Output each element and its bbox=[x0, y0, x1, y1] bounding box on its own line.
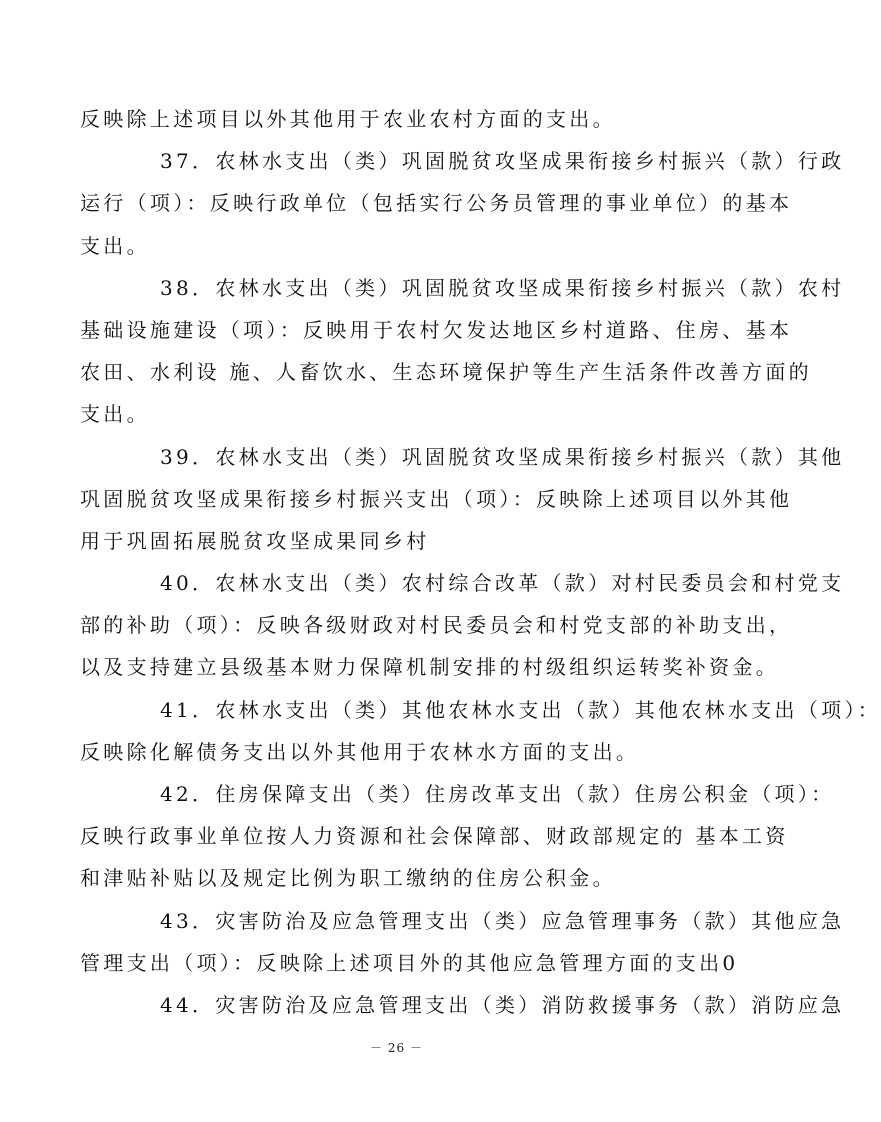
body-text bbox=[80, 98, 881, 1026]
text-line: 管理支出（项）：反映除上述项目外的其他应急管理方面的支出0 bbox=[80, 950, 739, 975]
page-number: － 26 － bbox=[370, 1041, 423, 1055]
text-line: 运行（项）：反映行政单位（包括实行公务员管理的事业单位）的基本 bbox=[80, 191, 793, 216]
item-37-heading-line: 37．农林水支出（类）巩固脱贫攻坚成果衔接乡村振兴（款）行政 bbox=[160, 149, 845, 174]
text-line: 反映除上述项目以外其他用于农业农村方面的支出。 bbox=[80, 107, 616, 131]
text-line: 用于巩固拓展脱贫攻坚成果同乡村 bbox=[80, 528, 430, 553]
item-43-heading-line: 43．灾害防治及应急管理支出（类）应急管理事务（款）其他应急 bbox=[160, 908, 845, 933]
text-line: 支出。 bbox=[80, 402, 150, 427]
item-41-heading-line: 41．农林水支出（类）其他农林水支出（款）其他农林水支出（项）： bbox=[160, 697, 881, 722]
text-line: 部的补助（项）：反映各级财政对村民委员会和村党支部的补助支出， bbox=[80, 613, 793, 638]
text-line: 反映行政事业单位按人力资源和社会保障部、财政部规定的 基本工资 bbox=[80, 824, 789, 849]
item-40-heading-line: 40．农林水支出（类）农村综合改革（款）对村民委员会和村党支 bbox=[160, 571, 845, 596]
text-line: 支出。 bbox=[80, 233, 150, 258]
item-38-heading-line: 38．农林水支出（类）巩固脱贫攻坚成果衔接乡村振兴（款）农村 bbox=[160, 275, 845, 300]
item-44-heading-line: 44．灾害防治及应急管理支出（类）消防救援事务（款）消防应急 bbox=[160, 992, 845, 1017]
item-39-heading-line: 39．农林水支出（类）巩固脱贫攻坚成果衔接乡村振兴（款）其他 bbox=[160, 444, 845, 469]
text-line: 巩固脱贫攻坚成果衔接乡村振兴支出（项）：反映除上述项目以外其他 bbox=[80, 486, 793, 511]
text-line: 反映除化解债务支出以外其他用于农林水方面的支出。 bbox=[80, 739, 640, 764]
text-line: 基础设施建设（项）：反映用于农村欠发达地区乡村道路、住房、基本 bbox=[80, 317, 793, 342]
text-line: 以及支持建立县级基本财力保障机制安排的村级组织运转奖补资金。 bbox=[80, 655, 779, 680]
text-line: 农田、水利设 施、人畜饮水、生态环境保护等生产生活条件改善方面的 bbox=[80, 360, 812, 385]
text-line: 和津贴补贴以及规定比例为职工缴纳的住房公积金。 bbox=[80, 866, 616, 891]
item-42-heading-line: 42．住房保障支出（类）住房改革支出（款）住房公积金（项）： bbox=[160, 782, 835, 806]
